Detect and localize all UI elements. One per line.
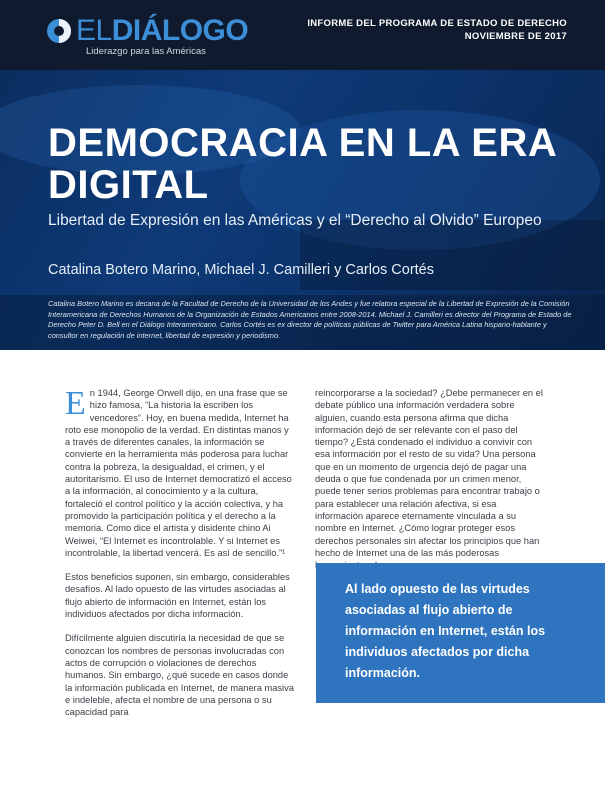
paragraph-challenges: Estos beneficios suponen, sin embargo, considerables desafíos. Al lado opuesto de las virtudes asociadas al flujo abierto de información en Internet, están los individuos afectados por dicha información.	[65, 572, 290, 620]
paragraph-question: Difícilmente alguien discutiría la necesidad de que se conozcan los nombres de personas involucradas con actos de corrupción o violaciones de derechos humanos. Sin embargo, ¿qué sucede en casos donde la información publicada en Internet, de manera masiva e indeleble, afecta el nombre de una persona o su capacidad para	[65, 633, 294, 718]
paragraph-continuation: reincorporarse a la sociedad? ¿Debe permanecer en el debate público una información verdadera sobre alguien, cuando esta persona afirma que dicha información dejó de ser relevante con el paso del tiempo? ¿Está condenado el individuo a convivir con esa información por el resto de su vida? Una persona que en un momento de urgencia dejó de pagar una deuda o que fue condenada por un crimen menor, puede tener serios problemas para encontrar trabajo o para establecer una relación afectiva, si esa información aparece eternamente vinculada a su nombre en Internet. ¿Cómo lograr proteger esos derechos personales sin afectar los principios que han hecho de Internet una de las más poderosas	[315, 388, 543, 558]
el-dialogo-logo[interactable]	[46, 14, 249, 62]
author-bios: Catalina Botero Marino es decana de la Facultad de Derecho de la Universidad de los Andes y fue relatora especial de la Libertad de Expresión de la Comisión Interamericana de Derechos Humanos de la Organización de Estados Americanos entre 2008-2014. Michael J. Camilleri es director del Programa de Estado de Derecho Peter D. Bell en el Diálogo Interamericano. Carlos Cortés es ex director de políticas públicas de Twitter para América Latina hispano-hablante y consultor en regulación de internet, libertad de expresión y periodismo.	[48, 299, 572, 340]
page-subtitle: Libertad de Expresión en las Américas y el “Derecho al Olvido” Europeo	[48, 212, 542, 229]
globe-logo-icon	[46, 18, 72, 44]
pull-quote-text: Al lado opuesto de las virtudes asociadas al flujo abierto de información en Internet, están los individuos afectados por dicha información.	[345, 582, 546, 680]
logo-prefix: EL	[76, 14, 112, 47]
hero-banner	[0, 70, 605, 350]
authors-line: Catalina Botero Marino, Michael J. Camilleri y Carlos Cortés	[48, 262, 434, 278]
paragraph-intro-text: n 1944, George Orwell dijo, en una frase que se hizo famosa, “La historia la escriben los vencedores”. Hoy, en buena medida, Internet ha roto ese monopolio de la verdad. En distintas manos y a través de diferentes canales, la información se convierte en la herramienta más poderosa para luchar contra la pobreza, la desigualdad, el crimen, y el autoritarismo. El uso de Internet democratizó el acceso a la información, al conocimiento y a la cultura, fortaleció el control político y la acción colectiva, y ha promovido la participación política y el derecho a la memoria. Como dice el artista y disidente chino Ai Weiwei, “El Internet es incontrolable. Y si Internet es incontrolable, la libertad vencerá. Es así de sencillo.”¹	[65, 388, 292, 558]
logo-wordmark	[76, 14, 248, 48]
logo-tagline: Liderazgo para las Américas	[86, 46, 206, 57]
drop-cap: E	[65, 385, 86, 422]
report-label	[307, 17, 567, 43]
body-column-right	[315, 387, 547, 583]
body-column-left	[65, 387, 295, 730]
page-title: DEMOCRACIA EN LA ERA DIGITAL	[48, 121, 556, 207]
report-program: INFORME DEL PROGRAMA DE ESTADO DE DERECHO	[307, 18, 567, 29]
masthead	[0, 0, 605, 70]
report-date: NOVIEMBRE DE 2017	[464, 31, 567, 42]
pull-quote-box	[316, 563, 605, 703]
paragraph-intro	[65, 387, 295, 559]
logo-main: DIÁLOGO	[111, 14, 249, 47]
